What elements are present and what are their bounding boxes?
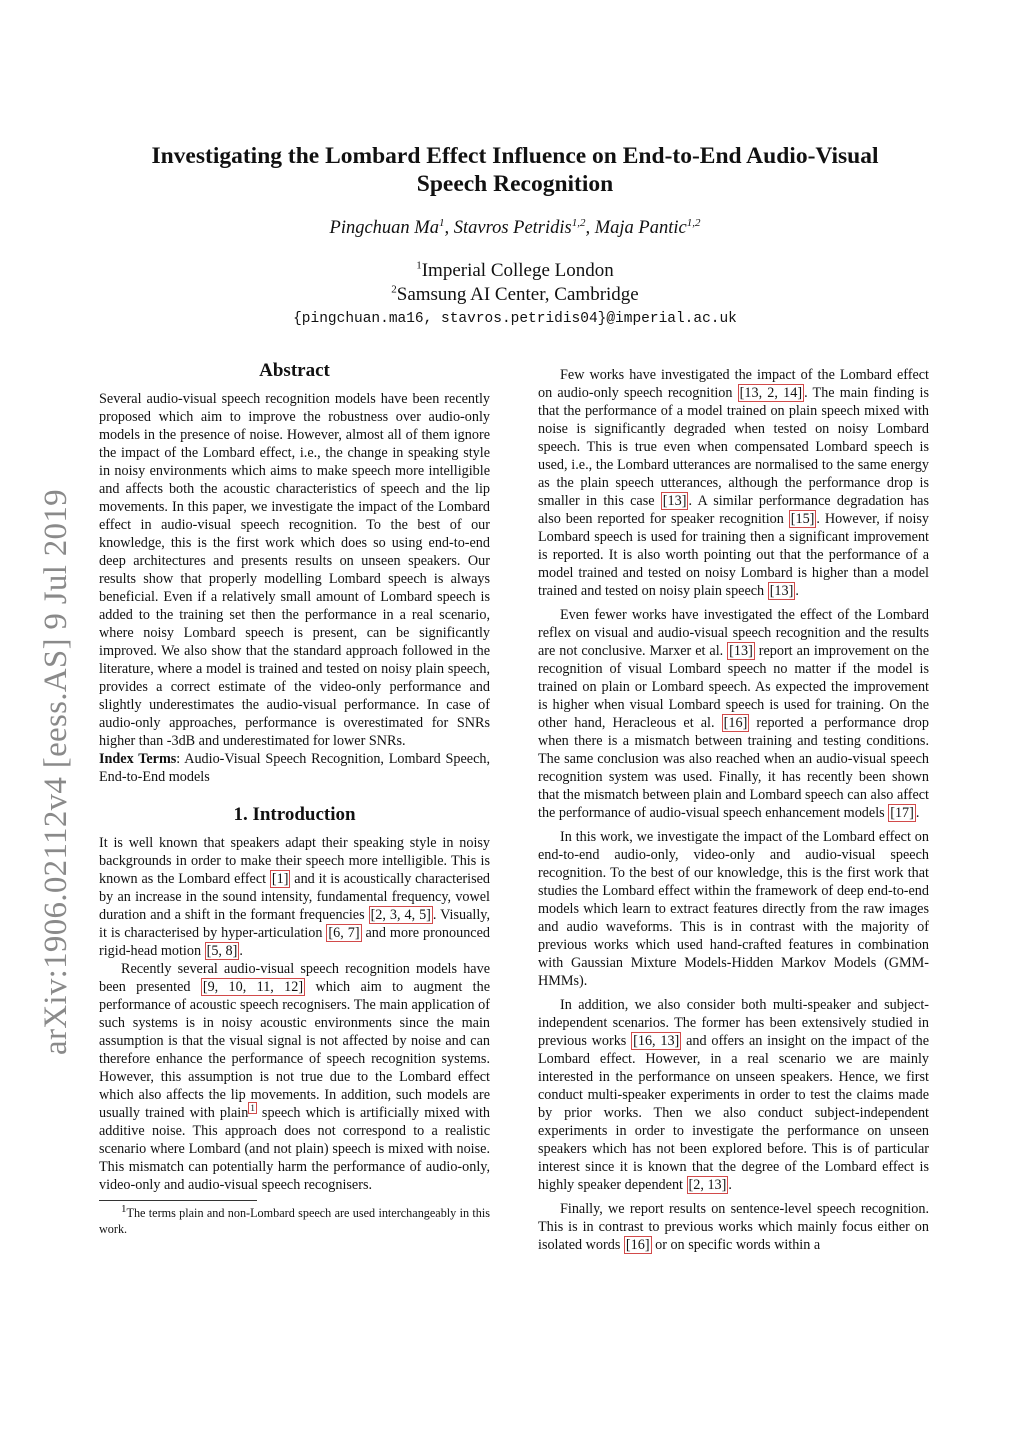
citation-link[interactable]: [1] (271, 871, 289, 887)
text-run: which aim to augment the performance of acoustic speech recognisers. The main application of such systems is in noisy acoustic environments since the main assumption is that the visual signal is not affected by noise and can therefore enhance the performance of speech recognition systems. However, this assumption is not true due to the Lombard effect which also affects the lip movements. In addition, such models are usually trained with plain (99, 979, 490, 1121)
text-run: . (915, 805, 920, 821)
text-run: report an improvement on the recognition of visual Lombard speech no matter if the model is trained on plain or Lombard speech. As expected the improvement is higher when visual Lombard speech is used for training. On the other hand, Heracleous et al. (538, 643, 929, 731)
text-run: In addition, we also consider both multi-speaker and subject-independent scenarios. The former has been extensively studied in previous works (538, 997, 929, 1049)
author-list (100, 218, 930, 239)
text-run: and more pronounced rigid-head motion (99, 925, 490, 959)
text-run: . The main finding is that the performance of a model trained on plain speech mixed with noise is significantly degraded when tested on noisy Lombard speech. This is true even when compensated Lombard speech is used, i.e., the Lombard utterances are normalised to the same energy as the plain speech utterances, although the performance drop is smaller in this case (538, 385, 929, 509)
text-run: . However, if noisy Lombard speech is used for training then a significant improvement is reported. It is also worth pointing out that the performance of a model trained and tested on noisy Lombard is higher than a model trained and tested on noisy plain speech (538, 511, 930, 599)
affiliation-1-sup: 1 (416, 259, 422, 272)
paragraph-lombard-visual (538, 606, 929, 822)
author-separator: , (444, 218, 454, 238)
text-run: It is well known that speakers adapt their speaking style in noisy backgrounds in order to make their speech more intelligible. This is known as the Lombard effect (99, 835, 490, 887)
right-column (538, 366, 929, 1254)
text-run: speech which is artificially mixed with additive noise. This approach does not correspond to a realistic scenario where Lombard (and not plain) speech is mixed with noise. This mismatch can potentially harm the performance of audio-only, video-only and audio-visual speech recognisers. (99, 1105, 490, 1193)
text-run: In this work, we investigate the impact of the Lombard effect on end-to-end audio-only, video-only and audio-visual speech recognition. To the best of our knowledge, this is the first work that studies the Lombard effect within the framework of deep end-to-end models which learn to extract features directly from the raw images and audio waveforms. This is in contrast with the majority of previous works which used hand-crafted features in combination with Gaussian Mixture Models-Hidden Markov Models (GMM-HMMs). (538, 829, 929, 989)
text-run: . Visually, it is characterised by hyper-articulation (99, 907, 490, 941)
affiliation-2-name: Samsung AI Center, Cambridge (396, 284, 639, 305)
text-run: Even fewer works have investigated the effect of the Lombard reflex on visual and audio-visual speech recognition and the results are not conclusive. Marxer et al. (538, 607, 929, 659)
text-run: . A similar performance degradation has also been reported for speaker recognition (538, 493, 929, 527)
citation-link[interactable]: [16] (625, 1237, 650, 1253)
author-separator: , (585, 218, 595, 238)
affiliation-2-sup: 2 (391, 283, 397, 296)
citation-link[interactable]: [2, 3, 4, 5] (370, 907, 431, 923)
paragraph-this-work (538, 828, 929, 990)
footnote-text: The terms plain and non-Lombard speech are used interchangeably in this work. (99, 1206, 490, 1236)
arxiv-stamp: arXiv:1906.02112v4 [eess.AS] 9 Jul 2019 (38, 489, 74, 1055)
citation-link[interactable]: [13] (769, 583, 794, 599)
author-affiliation-sup: 1,2 (571, 216, 586, 229)
footnote-rule (99, 1200, 257, 1201)
text-run: and offers an insight on the impact of the Lombard effect. However, in a real scenario we are mainly interested in the performance on unseen speakers. Hence, we first conduct multi-speaker experiments in order to test the claims made by prior works. Then we also conduct subject-independent experiments in order to investigate the performance on unseen speakers which has not been explored before. This is of particular interest since it is known that the degree of the Lombard effect is highly speaker dependent (538, 1033, 929, 1193)
text-run: . (795, 583, 799, 599)
author-name: Pingchuan Ma (329, 218, 439, 238)
text-run: Recently several audio-visual speech recognition models have been presented (99, 961, 490, 995)
paragraph-lombard-audio (538, 366, 929, 600)
text-run: Finally, we report results on sentence-level speech recognition. This is in contrast to previous works which mainly focus either on isolated words (538, 1201, 929, 1253)
citation-link[interactable]: [13] (729, 643, 753, 659)
intro-heading: 1. Introduction (233, 804, 356, 825)
footnote-marker: 1 (121, 1202, 127, 1215)
citation-link[interactable]: [13] (662, 493, 687, 509)
text-run: . (239, 943, 243, 959)
left-column (99, 358, 490, 1237)
text-run: reported a performance drop when there is a mismatch between training and testing conditions. The same conclusion was also reached when an audio-visual speech recognition system was used. Finally, it has recently been shown that the mismatch between plain and Lombard speech can also affect the performance of audio-visual speech enhancement models (538, 715, 929, 821)
text-run: Few works have investigated the impact of the Lombard effect on audio-only speech recognition (538, 367, 929, 401)
text-run: and it is acoustically characterised by an increase in the sound intensity, fundamental frequency, vowel duration and a shift in the formant frequencies (99, 871, 490, 923)
text-run: or on specific words within a (651, 1237, 821, 1253)
footnote-link[interactable]: 1 (250, 1103, 255, 1114)
affiliation-1-name: Imperial College London (421, 260, 614, 281)
author-email: {pingchuan.ma16, stavros.petridis04}@imperial.ac.uk (293, 311, 737, 327)
index-terms-text: : Audio-Visual Speech Recognition, Lombard Speech, End-to-End models (99, 751, 491, 785)
author-name: Maja Pantic (594, 218, 687, 238)
paragraph-scenarios (538, 996, 929, 1194)
citation-link[interactable]: [5, 8] (206, 943, 238, 959)
abstract-heading: Abstract (259, 360, 330, 381)
text-run: . (728, 1177, 732, 1193)
abstract-text: Several audio-visual speech recognition models have been recently proposed which aim to improve the robustness over audio-only models in the presence of noise. However, almost all of them ignore the impact of the Lombard effect, i.e., the change in speaking style in noisy environments which aims to make speech more intelligible and affects both the acoustic characteristics of speech and the lip movements. In this paper, we investigate the impact of the Lombard effect in audio-visual speech recognition. To the best of our knowledge, this is the first work which does so using end-to-end deep architectures and presents results on unseen speakers. Our results show that properly modelling Lombard speech is always beneficial. Even if a relatively small amount of Lombard speech is added to the training set then the performance in a real scenario, where noisy Lombard speech is present, can be significantly improved. We also show that the standard approach followed in the literature, where a model is trained and tested on noisy plain speech, provides a correct estimate of the video-only performance and slightly underestimates the audio-visual performance. In case of audio-only approaches, performance is overestimated for SNRs higher than -3dB and underestimated for lower SNRs. (99, 391, 490, 749)
affiliation-1 (100, 260, 930, 282)
citation-link[interactable]: [9, 10, 11, 12] (202, 979, 304, 995)
citation-link[interactable]: [2, 13] (688, 1177, 727, 1193)
citation-link[interactable]: [15] (790, 511, 815, 527)
citation-link[interactable]: [16] (723, 715, 748, 731)
title-line-2: Speech Recognition (416, 171, 614, 197)
paragraph-sentence-level (538, 1200, 929, 1254)
index-terms (99, 750, 490, 786)
author-name: Stavros Petridis (453, 218, 572, 238)
citation-link[interactable]: [13, 2, 14] (739, 385, 803, 401)
citation-link[interactable]: [16, 13] (633, 1033, 680, 1049)
paper-title (100, 142, 930, 198)
author-affiliation-sup: 1 (438, 216, 445, 229)
affiliation-2 (100, 284, 930, 306)
intro-paragraph-2 (99, 960, 490, 1194)
footnote (99, 1202, 490, 1237)
citation-link[interactable]: [6, 7] (328, 925, 360, 941)
citation-link[interactable]: [17] (890, 805, 914, 821)
author-affiliation-sup: 1,2 (686, 216, 701, 229)
title-line-1: Investigating the Lombard Effect Influence on End-to-End Audio-Visual (151, 143, 879, 169)
index-terms-label: Index Terms (99, 751, 177, 767)
intro-paragraph-1 (99, 834, 490, 960)
